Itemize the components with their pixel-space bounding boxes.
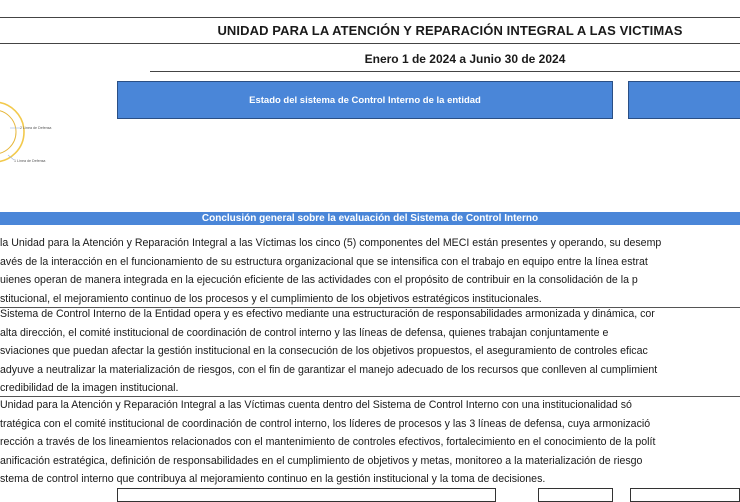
paragraph-line: tratégica con el comité institucional de coordinación de control interno, los líderes de procesos y las 3 líneas de defensa, cuya armonizació [0,417,651,430]
paragraph-line: rección a través de los lineamientos relacionados con el mantenimiento de controles efectivos, fortalecimiento en el conocimiento de la polít [0,436,656,449]
paragraph-line: Unidad para la Atención y Reparación Integral a las Víctimas cuenta dentro del Sistema de Control Interno con una institucionalidad só [0,399,632,411]
status-panel: Estado del sistema de Control Interno de la entidad [117,81,613,119]
paragraph-line: stema de control interno que contribuya al mejoramiento continuo en la gestión institucional y la toma de decisiones. [0,473,546,486]
paragraph-line: alta dirección, el comité institucional de coordinación de control interno y las líneas de defensa, quienes trabajan conjuntamente e [0,326,609,339]
paragraph-line: credibilidad de la imagen institucional. [0,382,179,395]
report-period: Enero 1 de 2024 a Junio 30 de 2024 [150,46,740,72]
status-panel-secondary [628,81,740,119]
defense-lines-diagram [0,100,70,180]
diagram-label-line-1: 1 Línea de Defensa [14,159,46,163]
paragraph-line: sviaciones que puedan afectar la gestión institucional en la consecución de los objetivos propuestos, el aseguramiento de controles eficac [0,345,648,358]
diagram-ring-outer [0,102,24,162]
paragraph-line: la Unidad para la Atención y Reparación Integral a las Víctimas los cinco (5) componentes del MECI están presentes y operando, su desemp [0,237,662,249]
conclusion-paragraph-2 [0,305,740,398]
paragraph-line: stitucional, el mejoramiento continuo de los procesos y el cumplimiento de los objetivos estratégicos institucionales. [0,292,542,305]
paragraph-line: adyuve a neutralizar la materialización de riesgos, con el fin de garantizar el manejo adecuado de los recursos que conlleven al cumplimient [0,363,658,376]
conclusion-paragraph-3 [0,396,740,489]
diagram-ring-inner [0,110,16,154]
paragraph-line: Sistema de Control Interno de la Entidad opera y es efectivo mediante una estructuración de responsabilidades armonizada y dinámica, cor [0,308,655,320]
paragraph-line: uienes operan de manera integrada en la ejecución eficiente de las actividades con el propósito de contribuir en la consolidación de la p [0,274,638,287]
organization-title: UNIDAD PARA LA ATENCIÓN Y REPARACIÓN INTEGRAL A LAS VICTIMAS [0,17,740,44]
conclusion-paragraph-1 [0,234,740,308]
diagram-label-line-2: 2 Línea de Defensa [20,126,52,130]
conclusion-header: Conclusión general sobre la evaluación del Sistema de Control Interno [0,212,740,225]
paragraph-line: avés de la interacción en el funcionamiento de su estructura organizacional que se intensifica con el trabajo en equipo entre la línea estrat [0,255,648,268]
paragraph-line: anificación estratégica, definición de responsabilidades en el cumplimiento de objetivos y metas, monitoreo a la materialización de riesgo [0,454,643,467]
